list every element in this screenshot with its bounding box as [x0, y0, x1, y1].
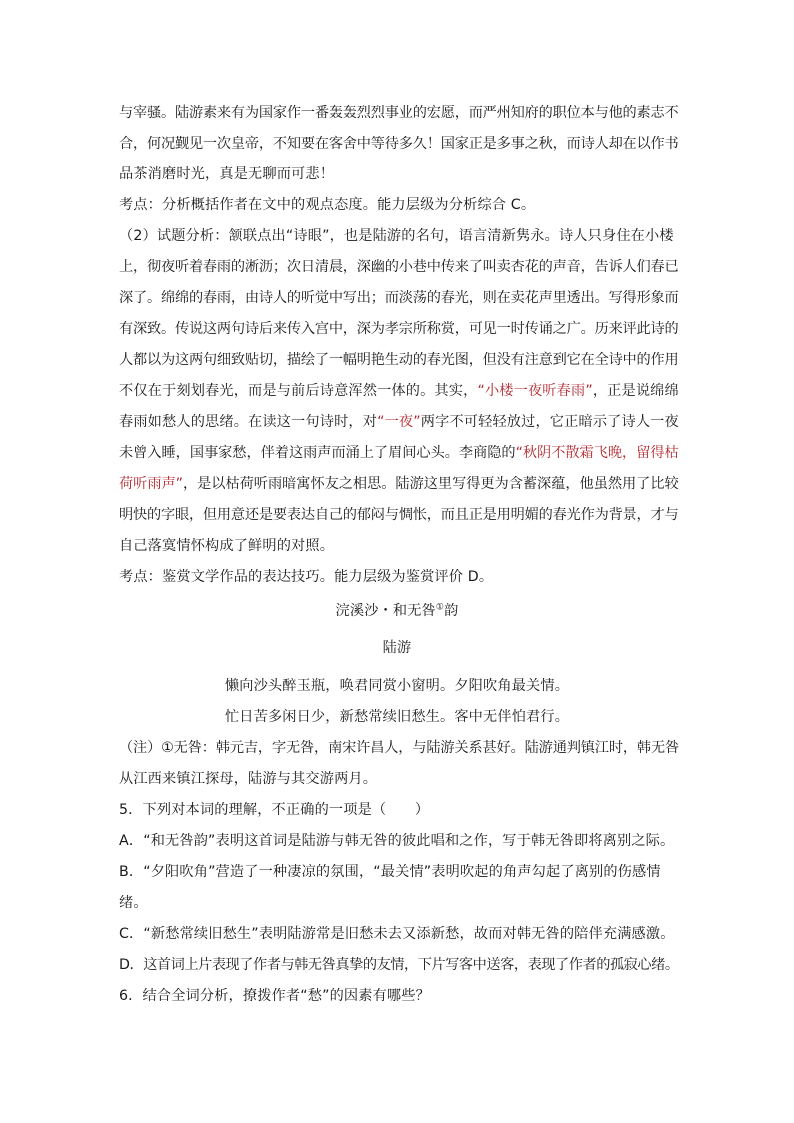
- option-b: B．“夕阳吹角”营造了一种凄凉的氛围，“最关情”表明吹起的角声勾起了离别的伤感情: [119, 864, 661, 880]
- footnote-marker: ①: [435, 602, 445, 613]
- quoted-poem-line: 荷听雨声”: [119, 476, 183, 492]
- quoted-poem-line: “秋阴不散霜飞晚，留得枯: [515, 445, 679, 461]
- text-line: 品茶消磨时光，真是无聊而可悲！: [119, 166, 335, 182]
- footnote-line: （注）①无咎：韩元吉，字无咎，南宋许昌人，与陆游关系甚好。陆游通判镇江时，韩无咎: [119, 740, 680, 756]
- quoted-poem-line: “小楼一夜听春雨”: [477, 383, 593, 399]
- kaodian-line: 考点：分析概括作者在文中的观点态度。能力层级为分析综合 C。: [119, 197, 536, 213]
- text-line: 合，何况觐见一次皇帝，不知要在客舍中等待多久！国家正是多事之秋，而诗人却在以作书: [119, 136, 679, 152]
- text-line: 自己落寞情怀构成了鲜明的对照。: [119, 538, 335, 554]
- poem-line: 忙日苦多闲日少，新愁常续旧愁生。客中无伴怕君行。: [224, 709, 570, 725]
- text-line: 人都以为这两句细致贴切，描绘了一幅明艳生动的春光图，但没有注意到它在全诗中的作用: [119, 352, 679, 368]
- text-run: 不仅在于刻划春光，而是与前后诗意浑然一体的。其实，: [119, 383, 478, 399]
- text-line: [119, 381, 679, 401]
- poem-title: [0, 601, 794, 621]
- text-line: [119, 412, 679, 432]
- text-line: [119, 443, 679, 463]
- option-d: D．这首词上片表现了作者与韩无咎真挚的友情，下片写客中送客，表现了作者的孤寂心绪。: [119, 957, 679, 973]
- text-line: [119, 474, 679, 494]
- quoted-phrase: “一夜”: [377, 414, 421, 430]
- text-line: 有深致。传说这两句诗后来传入宫中，深为孝宗所称赏，可见一时传诵之广。历来评此诗的: [119, 321, 679, 337]
- question-stem: 6．结合全词分析，撩拨作者“愁”的因素有哪些？: [119, 988, 430, 1004]
- text-run: 两字不可轻轻放过，它正暗示了诗人一夜: [420, 414, 679, 430]
- poem-title-text: 韵: [444, 603, 459, 619]
- text-run: 未曾入睡，国事家愁，伴着这雨声而涌上了眉间心头。李商隐的: [119, 445, 516, 461]
- text-line: 深了。绵绵的春雨，由诗人的听觉中写出；而淡荡的春光，则在卖花声里透出。写得形象而: [119, 290, 679, 306]
- option-c: C．“新愁常续旧愁生”表明陆游常是旧愁未去又添新愁，故而对韩无咎的陪伴充满感激。: [119, 926, 675, 942]
- footnote-line: 从江西来镇江探母，陆游与其交游两月。: [119, 771, 378, 787]
- text-run: ，正是说绵绵: [592, 383, 679, 399]
- option-a: A．“和无咎韵”表明这首词是陆游与韩无咎的彼此唱和之作，写于韩无咎即将离别之际。: [119, 833, 675, 849]
- poem-author: 陆游: [382, 640, 412, 656]
- text-run: ，是以枯荷听雨暗寓怀友之相思。陆游这里写得更为含蓄深蕴，他虽然用了比较: [182, 476, 679, 492]
- option-b-continued: 绪。: [119, 895, 148, 911]
- text-line: （2）试题分析：颔联点出“诗眼”，也是陆游的名句，语言清新隽永。诗人只身住在小楼: [119, 228, 674, 244]
- question-stem: 5．下列对本词的理解，不正确的一项是（ ）: [119, 802, 430, 818]
- kaodian-line: 考点：鉴赏文学作品的表达技巧。能力层级为鉴赏评价 D。: [119, 569, 494, 585]
- text-run: 春雨如愁人的思绪。在读这一句诗时，对: [119, 414, 378, 430]
- text-line: 明快的字眼，但用意还是要表达自己的郁闷与惆怅，而且正是用明媚的春光作为背景，才与: [119, 507, 679, 523]
- poem-title-text: 浣溪沙・和无咎: [335, 603, 436, 619]
- poem-line: 懒向沙头醉玉瓶，唤君同赏小窗明。夕阳吹角最关情。: [224, 678, 570, 694]
- text-line: 与宰骚。陆游素来有为国家作一番轰轰烈烈事业的宏愿，而严州知府的职位本与他的素志不: [119, 105, 679, 121]
- text-line: 上，彻夜听着春雨的淅沥；次日清晨，深幽的小巷中传来了叫卖杏花的声音，告诉人们春已: [119, 259, 679, 275]
